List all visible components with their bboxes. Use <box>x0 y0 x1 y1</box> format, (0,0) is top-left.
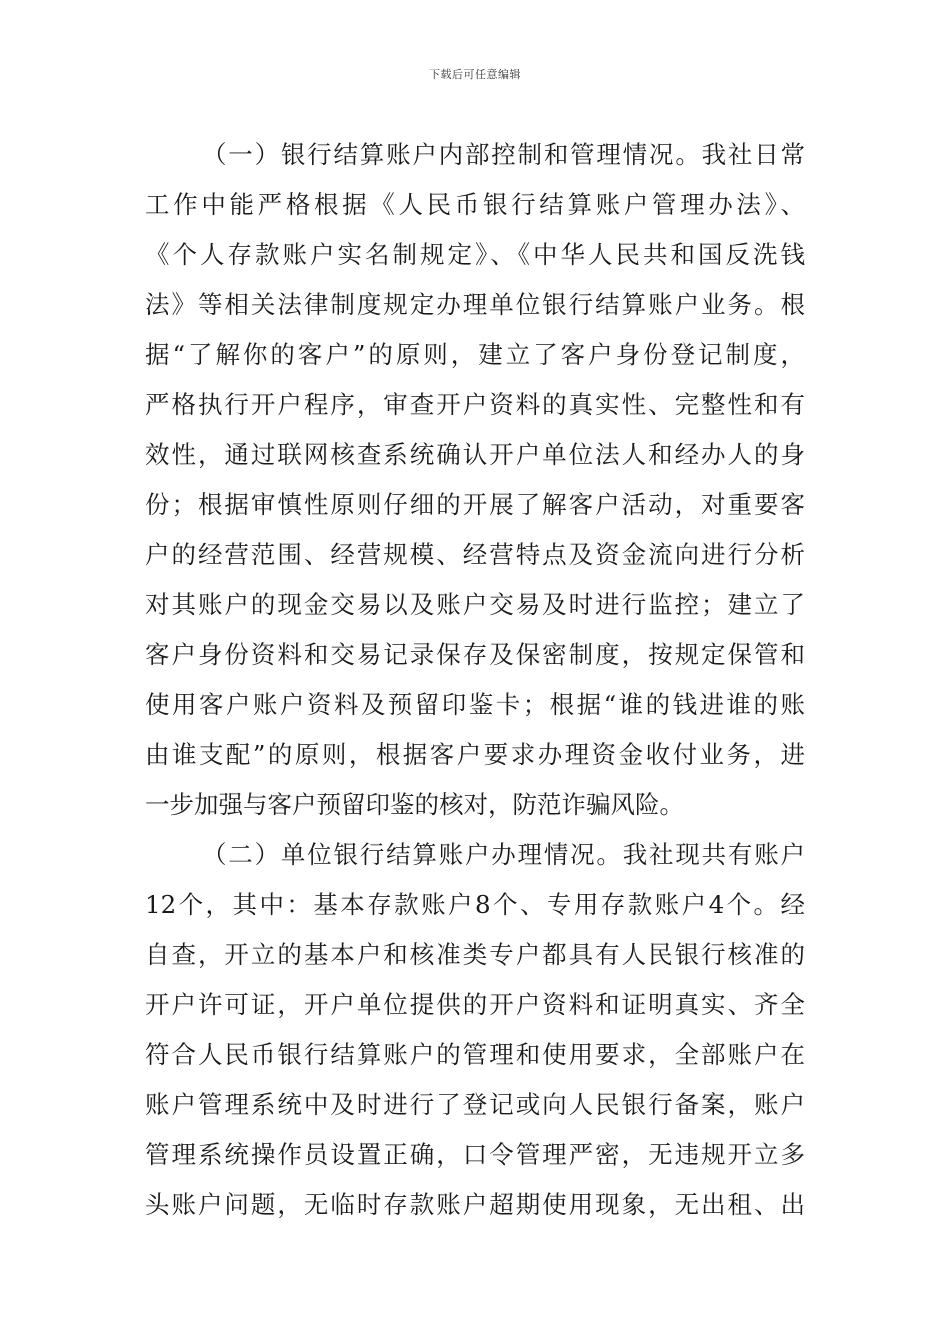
text-line: 头账户问题，无临时存款账户超期使用现象，无出租、出 <box>145 1190 805 1219</box>
text-line: （二）单位银行结算账户办理情况。我社现共有账户 <box>202 840 805 869</box>
text-line: 管理系统操作员设置正确，口令管理严密，无违规开立多 <box>145 1140 805 1169</box>
text-line: 12个，其中：基本存款账户8个、专用存款账户4个。经 <box>145 890 805 919</box>
document-body <box>145 130 805 1230</box>
text-line: 自查，开立的基本户和核准类专户都具有人民银行核准的 <box>145 940 805 969</box>
paragraph-account-control <box>145 130 805 830</box>
paragraph-account-handling <box>145 830 805 1230</box>
text-line: 效性，通过联网核查系统确认开户单位法人和经办人的身 <box>145 440 805 469</box>
text-line: 开户许可证，开户单位提供的开户资料和证明真实、齐全 <box>145 990 805 1019</box>
text-line: 账户管理系统中及时进行了登记或向人民银行备案，账户 <box>145 1090 805 1119</box>
text-line: 客户身份资料和交易记录保存及保密制度，按规定保管和 <box>145 640 805 669</box>
text-line: 符合人民币银行结算账户的管理和使用要求，全部账户在 <box>145 1040 805 1069</box>
text-line: 工作中能严格根据《人民币银行结算账户管理办法》、 <box>145 190 805 219</box>
text-line: 据“了解你的客户”的原则，建立了客户身份登记制度， <box>145 340 805 369</box>
text-line: 严格执行开户程序，审查开户资料的真实性、完整性和有 <box>145 390 805 419</box>
text-line: 对其账户的现金交易以及账户交易及时进行监控；建立了 <box>145 590 805 619</box>
text-line: 由谁支配”的原则，根据客户要求办理资金收付业务，进 <box>145 740 805 769</box>
page-header: 下载后可任意编辑 <box>429 68 521 81</box>
text-line: 份；根据审慎性原则仔细的开展了解客户活动，对重要客 <box>145 490 805 519</box>
text-line: 一步加强与客户预留印鉴的核对，防范诈骗风险。 <box>145 790 684 819</box>
text-line: （一）银行结算账户内部控制和管理情况。我社日常 <box>202 140 805 169</box>
text-line: 户的经营范围、经营规模、经营特点及资金流向进行分析 <box>145 540 805 569</box>
text-line: 法》等相关法律制度规定办理单位银行结算账户业务。根 <box>145 290 805 319</box>
text-line: 使用客户账户资料及预留印鉴卡；根据“谁的钱进谁的账 <box>145 690 805 719</box>
text-line: 《个人存款账户实名制规定》、《中华人民共和国反洗钱 <box>145 240 805 269</box>
